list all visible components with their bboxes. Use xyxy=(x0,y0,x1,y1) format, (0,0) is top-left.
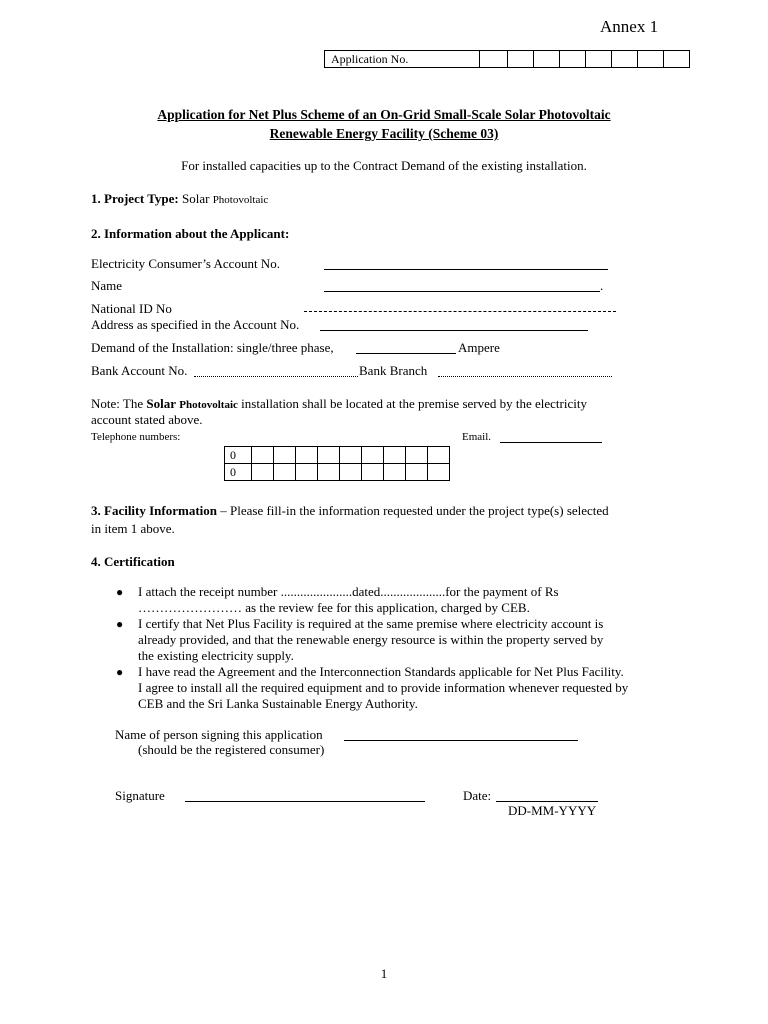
bullet-icon: ● xyxy=(116,665,124,679)
phone-digit-cell[interactable] xyxy=(362,464,384,481)
email-field[interactable] xyxy=(500,431,602,443)
certification-list xyxy=(116,584,696,712)
bank-branch-label: Bank Branch xyxy=(359,363,428,378)
phone-digit-cell[interactable] xyxy=(296,464,318,481)
bullet-icon: ● xyxy=(116,617,124,631)
telephone-row-2[interactable] xyxy=(225,464,450,481)
phone-digit-cell[interactable] xyxy=(384,447,406,464)
certification-item-receipt xyxy=(116,584,696,616)
name-field[interactable] xyxy=(324,279,600,292)
date-label: Date: xyxy=(463,788,492,803)
note-rest: installation shall be located at the premise served by the electricity xyxy=(237,396,587,411)
bank-account-label: Bank Account No. xyxy=(91,363,188,378)
page-number: 1 xyxy=(380,966,388,981)
date-field[interactable] xyxy=(496,789,598,802)
account-no-field[interactable] xyxy=(324,257,608,270)
date-format-hint: DD-MM-YYYY xyxy=(508,803,597,818)
application-number-grid[interactable] xyxy=(324,50,690,68)
application-no-label: Application No. xyxy=(325,51,480,68)
demand-field[interactable] xyxy=(356,341,456,354)
phone-digit-cell[interactable] xyxy=(274,447,296,464)
facility-info xyxy=(91,503,609,519)
facility-info-heading: 3. Facility Information xyxy=(91,503,218,518)
phone-digit-cell[interactable] xyxy=(428,447,450,464)
phone-digit-cell[interactable] xyxy=(362,447,384,464)
location-note-line2: account stated above. xyxy=(91,412,203,427)
applicant-info-heading: 2. Information about the Applicant: xyxy=(91,226,290,241)
phone-prefix-cell: 0 xyxy=(225,447,252,464)
address-field[interactable] xyxy=(320,318,588,331)
demand-unit: Ampere xyxy=(458,340,500,355)
signer-note: (should be the registered consumer) xyxy=(138,742,325,757)
phone-digit-cell[interactable] xyxy=(296,447,318,464)
telephone-label: Telephone numbers: xyxy=(91,431,181,443)
certification-item-agreement xyxy=(116,664,696,712)
agreement-text-line2: I agree to install all the required equipment and to provide information whenever requested by xyxy=(138,680,629,695)
application-no-cell[interactable] xyxy=(534,51,560,68)
certification-item-premise xyxy=(116,616,696,664)
phone-digit-cell[interactable] xyxy=(406,447,428,464)
name-label: Name xyxy=(91,278,123,293)
application-no-cell[interactable] xyxy=(638,51,664,68)
phone-digit-cell[interactable] xyxy=(340,464,362,481)
phone-digit-cell[interactable] xyxy=(274,464,296,481)
phone-digit-cell[interactable] xyxy=(428,464,450,481)
premise-text-line3: the existing electricity supply. xyxy=(138,648,294,663)
premise-text-line1: I certify that Net Plus Facility is required at the same premise where electricity account is xyxy=(138,616,604,631)
form-title-line2: Renewable Energy Facility (Scheme 03) xyxy=(269,126,499,141)
receipt-text-line1: I attach the receipt number ......................dated....................for the payment of Rs xyxy=(138,584,559,599)
note-bold: Solar xyxy=(146,396,176,411)
application-no-cell[interactable] xyxy=(560,51,586,68)
application-no-cell[interactable] xyxy=(586,51,612,68)
telephone-grid[interactable] xyxy=(224,446,450,481)
phone-digit-cell[interactable] xyxy=(318,447,340,464)
signer-name-label: Name of person signing this application xyxy=(115,727,323,742)
phone-digit-cell[interactable] xyxy=(252,464,274,481)
nic-label: National ID No xyxy=(91,301,172,316)
bullet-icon: ● xyxy=(116,585,124,599)
note-small-bold: Photovoltaic xyxy=(179,399,238,411)
address-label: Address as specified in the Account No. xyxy=(91,317,300,332)
certification-heading: 4. Certification xyxy=(91,554,175,569)
facility-info-text: – Please fill-in the information requested under the project type(s) selected xyxy=(217,503,609,518)
application-no-cell[interactable] xyxy=(612,51,638,68)
account-no-label: Electricity Consumer’s Account No. xyxy=(91,256,280,271)
premise-text-line2: already provided, and that the renewable energy resource is within the property served by xyxy=(138,632,604,647)
form-title-line1: Application for Net Plus Scheme of an On-Grid Small-Scale Solar Photovoltaic xyxy=(157,107,611,122)
email-label: Email. xyxy=(462,431,492,443)
phone-digit-cell[interactable] xyxy=(384,464,406,481)
project-type-value-small: Photovoltaic xyxy=(212,194,269,206)
project-type-row xyxy=(91,191,268,208)
phone-prefix-cell: 0 xyxy=(225,464,252,481)
name-field-end: . xyxy=(600,278,604,293)
nic-field[interactable] xyxy=(304,299,616,312)
agreement-text-line1: I have read the Agreement and the Interconnection Standards applicable for Net Plus Facility. xyxy=(138,664,624,679)
project-type-heading: 1. Project Type: xyxy=(91,191,179,206)
phone-digit-cell[interactable] xyxy=(340,447,362,464)
signer-name-field[interactable] xyxy=(344,728,578,741)
receipt-text-line2: …………………… as the review fee for this application, charged by CEB. xyxy=(138,600,530,615)
application-no-cell[interactable] xyxy=(480,51,508,68)
bank-account-field[interactable] xyxy=(194,365,358,377)
demand-label: Demand of the Installation: single/three phase, xyxy=(91,340,334,355)
note-prefix: Note: The xyxy=(91,396,147,411)
location-note xyxy=(91,396,587,413)
application-no-cell[interactable] xyxy=(664,51,690,68)
signature-field[interactable] xyxy=(185,789,425,802)
agreement-text-line3: CEB and the Sri Lanka Sustainable Energy Authority. xyxy=(138,696,418,711)
phone-digit-cell[interactable] xyxy=(318,464,340,481)
bank-branch-field[interactable] xyxy=(438,365,612,377)
application-no-cell[interactable] xyxy=(508,51,534,68)
form-subtitle: For installed capacities up to the Contract Demand of the existing installation. xyxy=(181,158,587,173)
phone-digit-cell[interactable] xyxy=(252,447,274,464)
project-type-value: Solar xyxy=(181,191,210,206)
telephone-row-1[interactable] xyxy=(225,447,450,464)
facility-info-line2: in item 1 above. xyxy=(91,521,175,536)
signature-label: Signature xyxy=(115,788,165,803)
annex-label: Annex 1 xyxy=(600,17,659,36)
phone-digit-cell[interactable] xyxy=(406,464,428,481)
